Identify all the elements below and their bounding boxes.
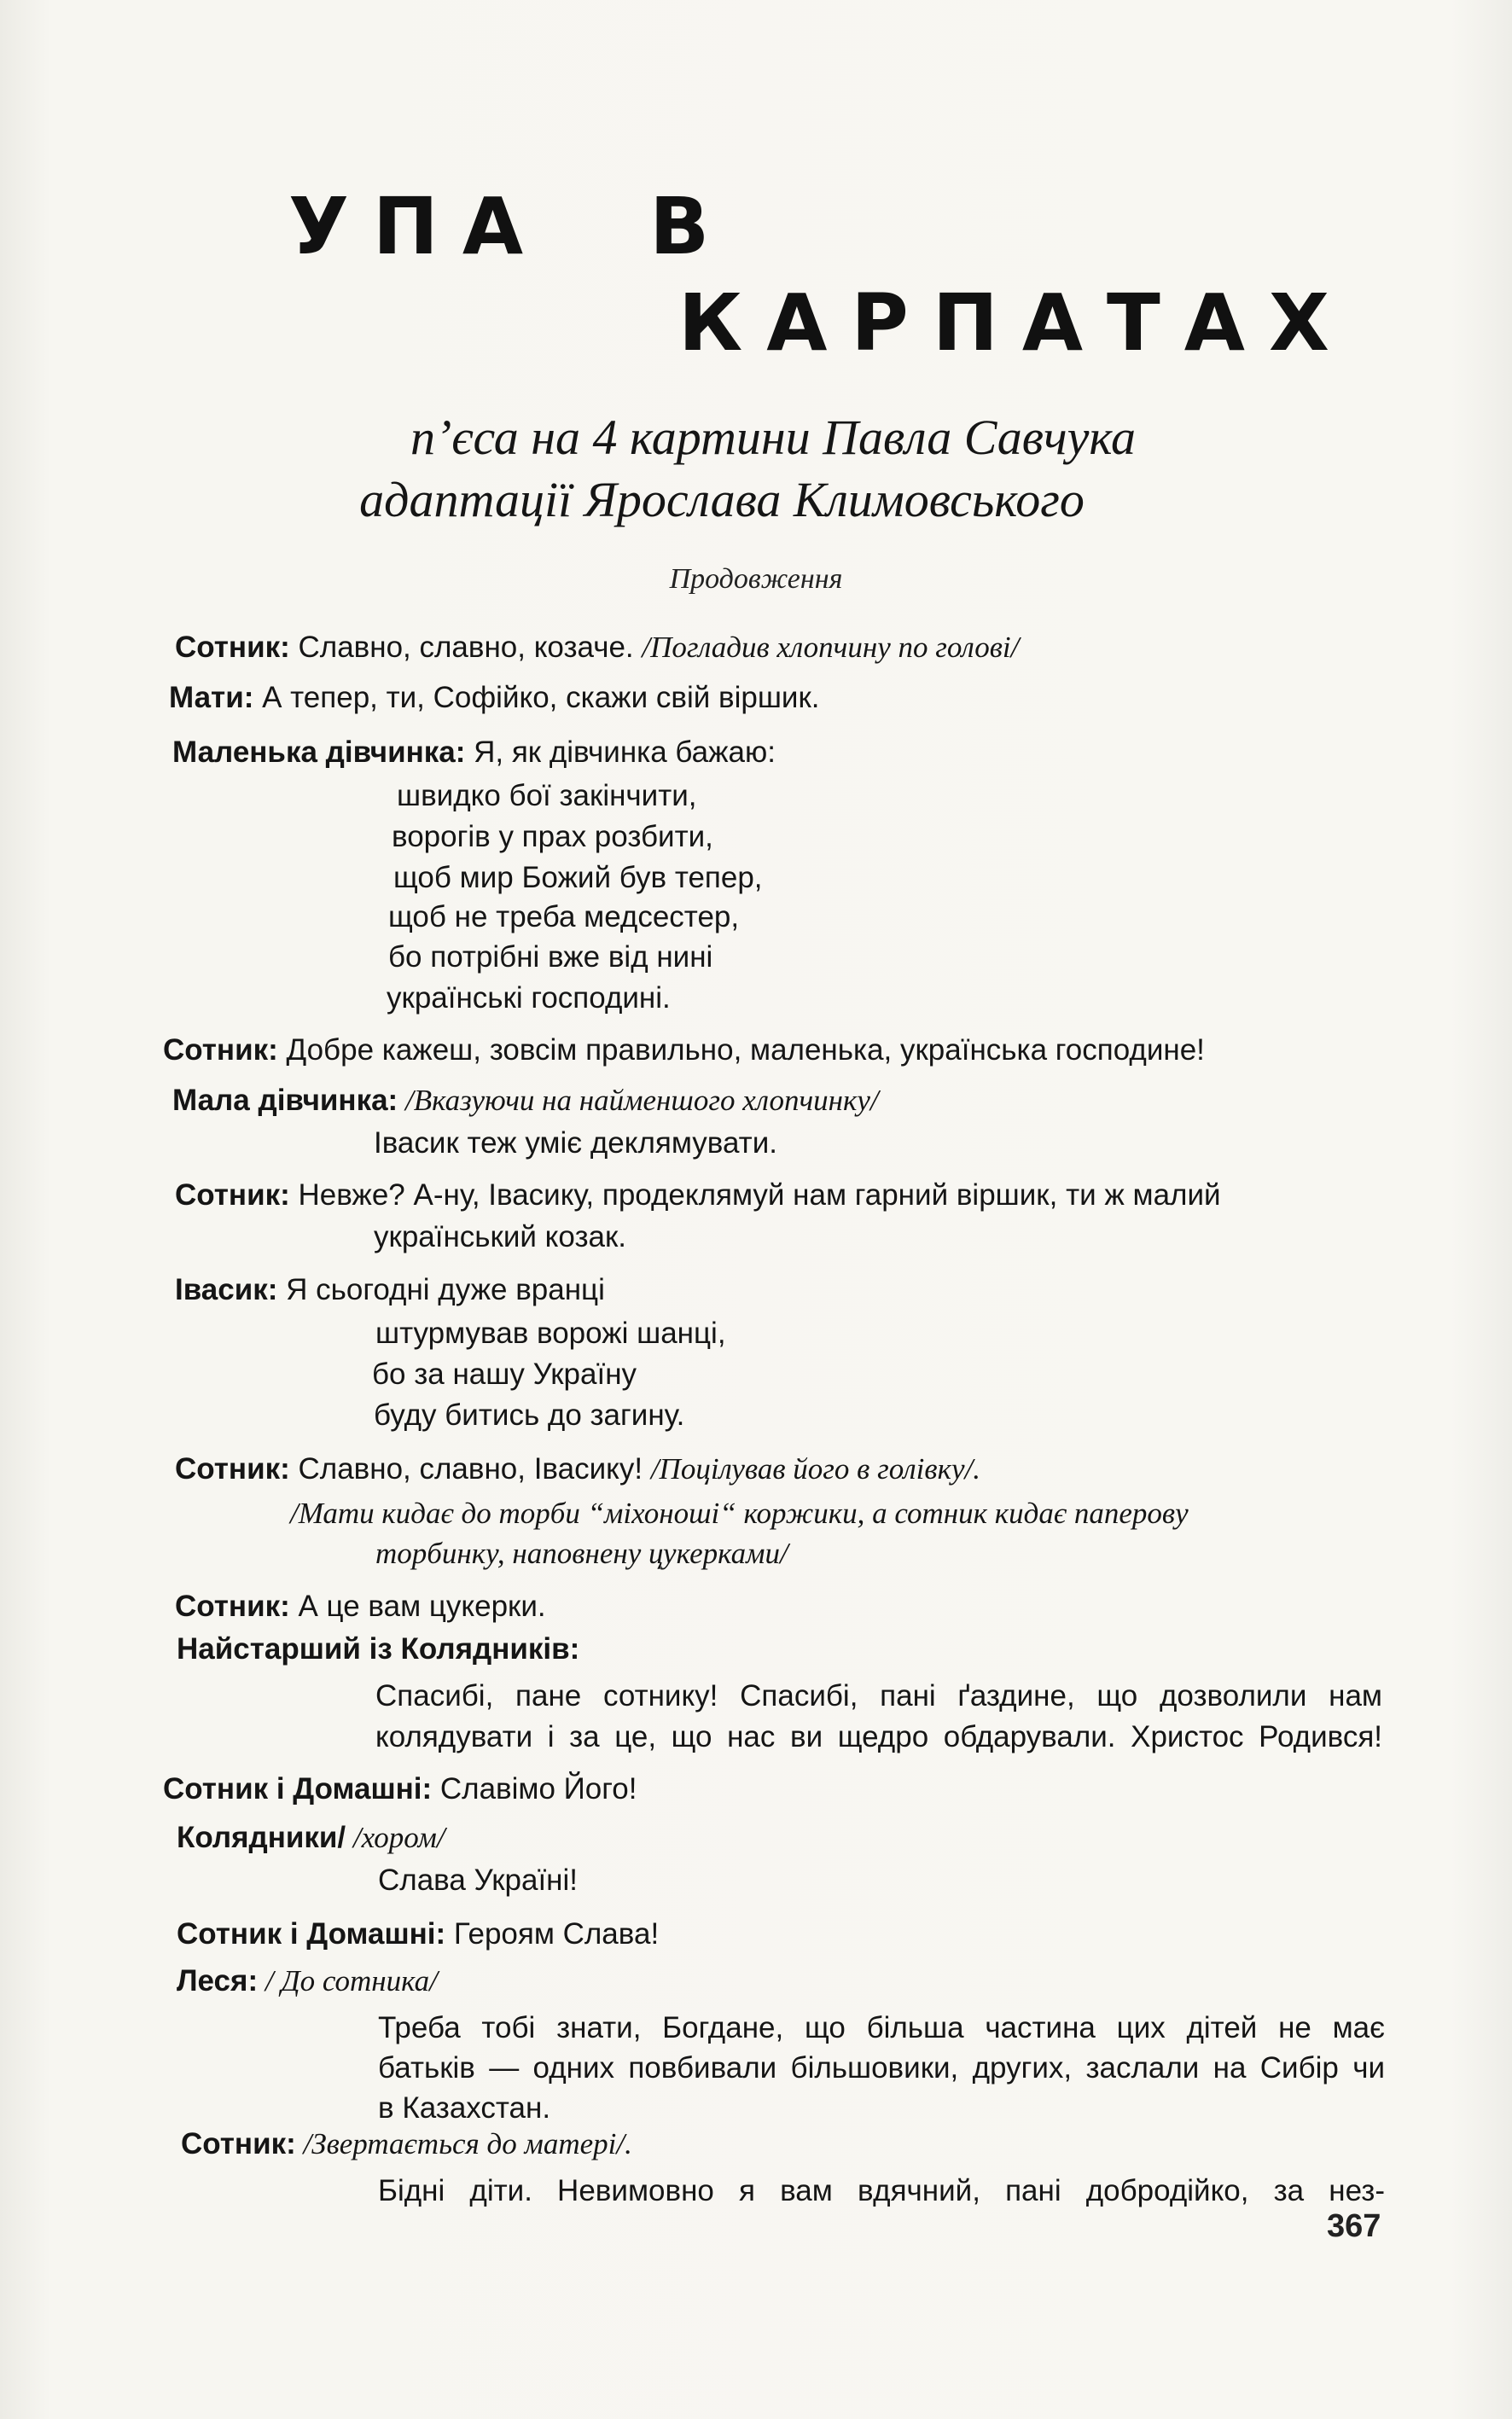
verse-line: українські господині. <box>387 981 671 1015</box>
stage-direction-line: /Мати кидає до торби “міхоноші“ коржики, а сотник кидає паперову <box>290 1497 1189 1530</box>
dialogue-line <box>172 734 776 771</box>
verse-line: ворогів у прах розбити, <box>392 820 713 853</box>
dialogue-line <box>172 1082 879 1119</box>
dialogue-line <box>181 2125 632 2163</box>
speaker: Леся: <box>177 1964 259 1997</box>
speech-line: Слава Україні! <box>378 1864 579 1897</box>
speaker: Сотник: <box>175 1178 290 1212</box>
dialogue-line <box>175 1177 1221 1214</box>
speaker-line: Найстарший із Колядників: <box>177 1632 580 1666</box>
dialogue-line <box>169 679 820 717</box>
speech-line: батьків — одних повбивали більшовики, других, заслали на Сибір чи <box>378 2051 1385 2085</box>
speaker: Сотник: <box>163 1033 278 1067</box>
subtitle-line-1: п’єса на 4 картини Павла Савчука <box>410 410 1137 465</box>
speaker: Маленька дівчинка: <box>172 736 466 769</box>
title-line-2: КАРПАТАХ <box>678 277 1353 369</box>
speech-line: Треба тобі знати, Богдане, що більша частина цих дітей не має <box>378 2011 1385 2044</box>
stage-direction: /Звертається до матері/. <box>295 2127 632 2160</box>
speaker: Мати: <box>169 681 254 714</box>
speaker: Сотник і Домашні: <box>163 1772 433 1806</box>
dialogue-line <box>175 1588 546 1625</box>
speech: Я сьогодні дуже вранці <box>277 1273 605 1306</box>
dialogue-line <box>177 1916 659 1953</box>
speech: Я, як дівчинка бажаю: <box>465 736 776 769</box>
continued-label: Продовження <box>669 563 843 595</box>
verse-line: щоб не треба медсестер, <box>388 900 740 933</box>
stage-direction: /хором/ <box>346 1821 445 1854</box>
verse-line: бо за нашу Україну <box>372 1358 637 1391</box>
verse-line: бо потрібні вже від нині <box>388 940 713 974</box>
speech-line: в Казахстан. <box>378 2091 551 2125</box>
speech-line: Бідні діти. Невимовно я вам вдячний, пані добродійко, за нез- <box>378 2174 1385 2207</box>
dialogue-line <box>175 629 1019 666</box>
speaker: Сотник і Домашні: <box>177 1917 446 1951</box>
subtitle-line-2: адаптації Ярослава Климовського <box>359 472 1085 527</box>
speech: Героям Слава! <box>445 1917 660 1951</box>
speech: А тепер, ти, Софійко, скажи свій віршик. <box>253 681 820 714</box>
stage-direction: / До сотника/ <box>258 1964 438 1997</box>
verse-line: буду битись до загину. <box>374 1398 685 1432</box>
speech-line: колядувати і за це, що нас ви щедро обдарували. Христос Родився! <box>375 1720 1382 1753</box>
speech-line: український козак. <box>374 1220 626 1253</box>
speaker: Сотник: <box>175 1452 290 1486</box>
dialogue-line <box>177 1819 445 1857</box>
speech: Добре кажеш, зовсім правильно, маленька, українська господине! <box>277 1033 1205 1067</box>
verse-line: швидко бої закінчити, <box>397 779 697 812</box>
speech: А це вам цукерки. <box>289 1590 546 1623</box>
stage-direction: /Вказуючи на найменшого хлопчинку/ <box>398 1084 879 1117</box>
dialogue-line <box>175 1451 980 1488</box>
verse-line: щоб мир Божий був тепер, <box>393 861 763 894</box>
dialogue-line <box>177 1963 438 2000</box>
speech: Славно, славно, козаче. <box>289 631 643 664</box>
stage-direction: /Поцілував його в голівку/. <box>650 1452 980 1486</box>
speech: Славно, славно, Івасику! <box>289 1452 651 1486</box>
title-line-1: УПА В <box>288 181 734 272</box>
dialogue-line <box>163 1771 637 1808</box>
speech-line: Івасик теж уміє деклямувати. <box>374 1126 777 1160</box>
speaker: Івасик: <box>175 1273 278 1306</box>
speech: Славімо Його! <box>432 1772 637 1806</box>
verse-line: штурмував ворожі шанці, <box>375 1317 726 1350</box>
speaker: Мала дівчинка: <box>172 1084 398 1117</box>
speech-line: Спасибі, пане сотнику! Спасибі, пані ґаздине, що дозволили нам <box>375 1679 1382 1712</box>
speaker: Сотник: <box>181 2127 296 2160</box>
speaker: Сотник: <box>175 631 290 664</box>
speech: Невже? А-ну, Івасику, продеклямуй нам гарний віршик, ти ж малий <box>289 1178 1221 1212</box>
dialogue-line <box>175 1271 605 1309</box>
stage-direction-line: торбинку, наповнену цукерками/ <box>375 1537 788 1570</box>
speaker: Колядники/ <box>177 1821 346 1854</box>
stage-direction: /Погладив хлопчину по голові/ <box>642 631 1020 664</box>
dialogue-line <box>163 1032 1205 1069</box>
page-number: 367 <box>1327 2208 1381 2244</box>
speaker: Сотник: <box>175 1590 290 1623</box>
